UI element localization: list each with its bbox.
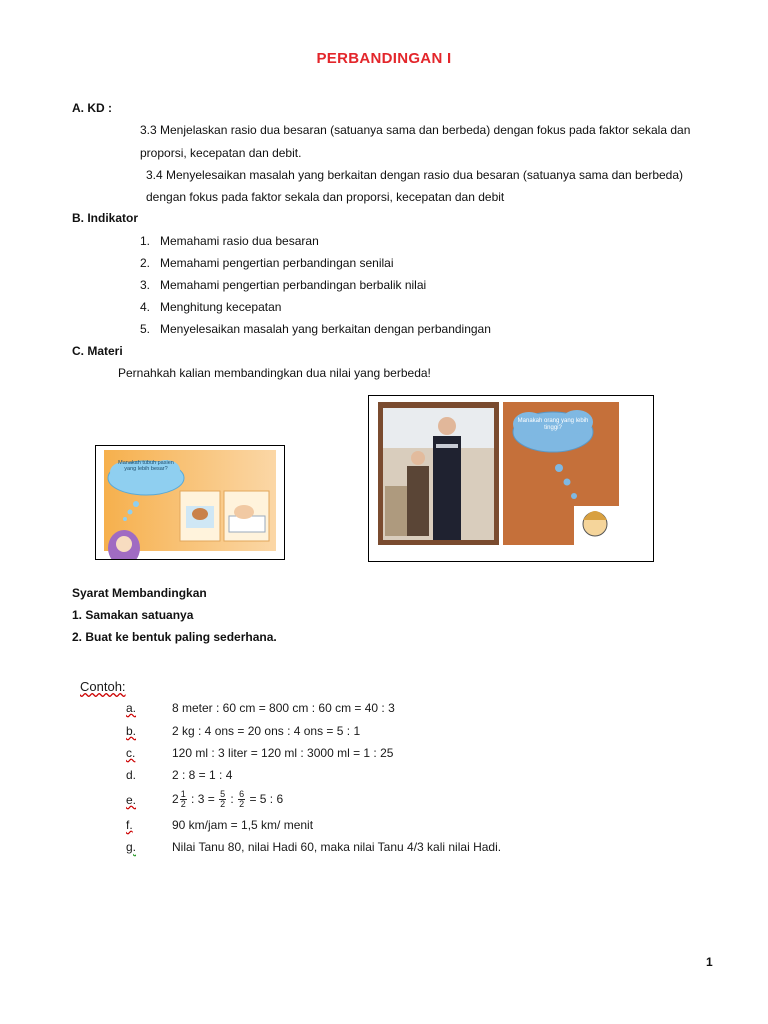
indikator-num: 5.: [140, 322, 151, 336]
contoh-label: b.: [126, 724, 137, 738]
indikator-item: [140, 278, 426, 292]
indikator-item: [140, 256, 393, 270]
height-illustration: [369, 396, 653, 561]
contoh-item: [126, 818, 133, 832]
indikator-item: [140, 300, 281, 314]
kd-item2-line2: dengan fokus pada faktor sekala dan proporsi, kecepatan dan debit: [146, 190, 505, 204]
indikator-text: Memahami pengertian perbandingan berbalik nilai: [160, 278, 427, 292]
fraction-mid: : 3 =: [187, 792, 219, 806]
indikator-item: [140, 322, 491, 336]
indikator-item: [140, 234, 319, 248]
fraction-whole: 2: [172, 792, 179, 806]
contoh-item: [126, 746, 135, 760]
materi-heading: C. Materi: [72, 344, 123, 358]
syarat-item-1: 1. Samakan satuanya: [72, 608, 194, 622]
height-illustration-frame: [368, 395, 654, 562]
contoh-label: g.: [126, 840, 137, 854]
kd-heading: A. KD :: [72, 101, 112, 115]
syarat-heading: Syarat Membandingkan: [72, 586, 207, 600]
fraction-end: = 5 : 6: [246, 792, 284, 806]
contoh-text: 120 ml : 3 liter = 120 ml : 3000 ml = 1 : 25: [172, 746, 394, 760]
contoh-text: 8 meter : 60 cm = 800 cm : 60 cm = 40 : 3: [172, 701, 395, 715]
fraction-3-num: 6: [239, 788, 245, 799]
indikator-num: 1.: [140, 234, 151, 248]
patient-bubble-text: Manakah tubuh pasien yang lebih besar?: [118, 460, 174, 472]
indikator-text: Menyelesaikan masalah yang berkaitan dengan perbandingan: [160, 322, 491, 336]
indikator-text: Menghitung kecepatan: [160, 300, 282, 314]
contoh-text: 90 km/jam = 1,5 km/ menit: [172, 818, 314, 832]
contoh-fraction-expression: [172, 786, 283, 812]
contoh-text: Nilai Tanu 80, nilai Hadi 60, maka nilai Tanu 4/3 kali nilai Hadi.: [172, 840, 502, 854]
contoh-label: c.: [126, 746, 136, 760]
page-number: 1: [706, 955, 713, 969]
fraction-1-den: 2: [180, 798, 186, 809]
fraction-2: [219, 790, 226, 809]
contoh-item: [126, 768, 136, 782]
contoh-item: [126, 793, 136, 807]
indikator-num: 3.: [140, 278, 151, 292]
contoh-label: e.: [126, 793, 137, 807]
indikator-text: Memahami pengertian perbandingan senilai: [160, 256, 394, 270]
contoh-heading-text: Contoh:: [80, 679, 126, 694]
contoh-text: 2 kg : 4 ons = 20 ons : 4 ons = 5 : 1: [172, 724, 361, 738]
contoh-label: f.: [126, 818, 133, 832]
fraction-1-num: 1: [180, 788, 186, 799]
contoh-text: 2 : 8 = 1 : 4: [172, 768, 233, 782]
kd-item2-line1: 3.4 Menyelesaikan masalah yang berkaitan dengan rasio dua besaran (satuanya sama dan berbeda): [146, 168, 684, 182]
kd-item1-line2: proporsi, kecepatan dan debit.: [140, 146, 302, 160]
fraction-3-den: 2: [239, 798, 245, 809]
height-bubble-text: Manakah orang yang lebih tinggi?: [517, 418, 589, 431]
indikator-num: 2.: [140, 256, 151, 270]
kd-item1-line1: 3.3 Menjelaskan rasio dua besaran (satuanya sama dan berbeda) dengan fokus pada faktor sekala dan: [140, 123, 691, 137]
page-title: PERBANDINGAN I: [316, 50, 452, 67]
materi-intro: Pernahkah kalian membandingkan dua nilai yang berbeda!: [118, 366, 431, 380]
fraction-3: [238, 790, 245, 809]
fraction-colon: :: [227, 792, 238, 806]
indikator-heading: B. Indikator: [72, 211, 139, 225]
contoh-item: [126, 724, 136, 738]
contoh-label: a.: [126, 701, 137, 715]
contoh-item: [126, 701, 136, 715]
contoh-item: [126, 840, 136, 854]
contoh-label: d.: [126, 768, 137, 782]
indikator-num: 4.: [140, 300, 151, 314]
patient-illustration-frame: [95, 445, 285, 560]
syarat-item-2: 2. Buat ke bentuk paling sederhana.: [72, 630, 277, 644]
contoh-heading: [80, 679, 126, 694]
indikator-text: Memahami rasio dua besaran: [160, 234, 319, 248]
fraction-2-num: 5: [220, 788, 226, 799]
fraction-1: [180, 790, 187, 809]
fraction-2-den: 2: [220, 798, 226, 809]
